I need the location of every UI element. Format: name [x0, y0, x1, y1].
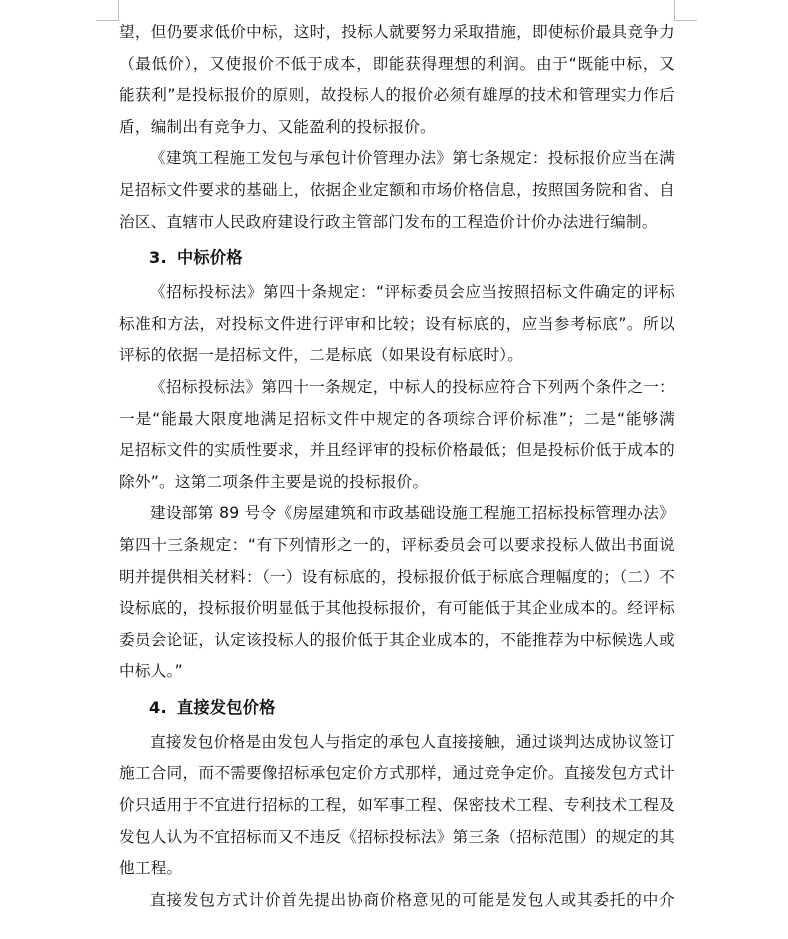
text-line: 能获利”是投标报价的原则，故投标人的报价必须有雄厚的技术和管理实力作后: [119, 86, 675, 105]
text-line: 足招标文件的实质性要求，并且经评审的投标价格最低；但是投标价低于成本的: [119, 441, 675, 460]
text-line: 价只适用于不宜进行招标的工程，如军事工程、保密技术工程、专利技术工程及: [119, 796, 675, 815]
text-line: 发包人认为不宜招标而又不违反《招标投标法》第三条（招标范围）的规定的其: [119, 827, 675, 846]
section-heading-4: [119, 691, 675, 727]
text-line: 评标的依据一是招标文件，二是标底（如果设有标底时）。: [119, 346, 524, 365]
text-line: 第四十三条规定：“有下列情形之一的，评标委员会可以要求投标人做出书面说: [119, 535, 675, 554]
text-line: 一是“能最大限度地满足招标文件中规定的各项综合评价标准”；二是“能够满: [119, 409, 675, 428]
text-line: （最低价），又使报价不低于成本，即能获得理想的利润。由于“既能中标，又: [119, 54, 675, 73]
section-heading-3: [119, 241, 675, 277]
heading-number: 4.: [149, 697, 167, 717]
margin-corner-mark-right: [674, 0, 697, 21]
text-line: 中标人。”: [119, 662, 183, 681]
text-line: 《建筑工程施工发包与承包计价管理办法》第七条规定：投标报价应当在满: [150, 149, 675, 168]
text-line: 直接发包价格是由发包人与指定的承包人直接接触，通过谈判达成协议签订: [150, 732, 675, 751]
heading-title: 直接发包价格: [177, 697, 276, 717]
text-line: 标准和方法，对投标文件进行评审和比较；设有标底的，应当参考标底”。所以: [119, 314, 675, 333]
text-line: 《招标投标法》第四十一条规定，中标人的投标应符合下列两个条件之一：: [150, 377, 675, 396]
text-line: 设标底的，投标报价明显低于其他投标报价，有可能低于其企业成本的。经评标: [119, 599, 675, 618]
text-line: 盾，编制出有竞争力、又能盈利的投标报价。: [119, 117, 436, 136]
margin-corner-mark-left: [96, 0, 119, 21]
text-line: 建设部第 89 号令《房屋建筑和市政基础设施工程施工招标投标管理办法》: [150, 504, 675, 523]
text-line: 《招标投标法》第四十条规定：“评标委员会应当按照招标文件确定的评标: [150, 283, 675, 302]
text-line: 施工合同，而不需要像招标承包定价方式那样，通过竞争定价。直接发包方式计: [119, 764, 675, 783]
text-line: 足招标文件要求的基础上，依据企业定额和市场价格信息，按照国务院和省、自: [119, 180, 675, 199]
heading-number: 3.: [149, 248, 167, 268]
text-line: 明并提供相关材料：（一）设有标底的，投标报价低于标底合理幅度的；（二）不: [119, 567, 675, 586]
text-line: 他工程。: [119, 859, 183, 878]
text-line: 治区、直辖市人民政府建设行政主管部门发布的工程造价计价办法进行编制。: [119, 212, 658, 231]
document-body: [119, 17, 675, 916]
text-line: 委员会论证，认定该投标人的报价低于其企业成本的，不能推荐为中标候选人或: [119, 630, 675, 649]
text-line: 直接发包方式计价首先提出协商价格意见的可能是发包人或其委托的中介: [150, 890, 675, 909]
text-line: 除外”。这第二项条件主要是说的投标报价。: [119, 472, 429, 491]
heading-title: 中标价格: [177, 248, 243, 268]
text-line: 望，但仍要求低价中标，这时，投标人就要努力采取措施，即使标价最具竞争力: [119, 23, 675, 41]
